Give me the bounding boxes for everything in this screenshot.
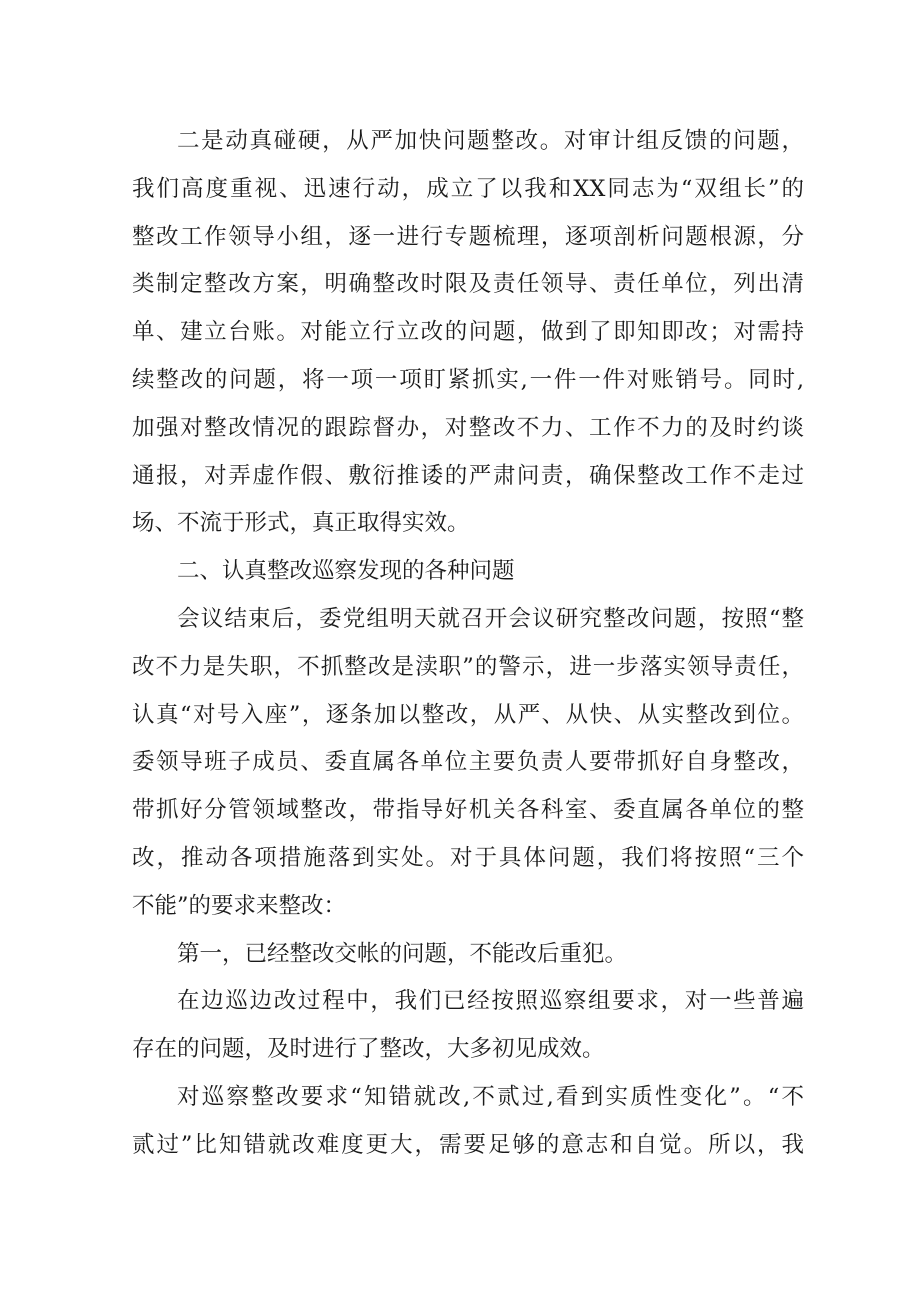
- text-line: 通报，对弄虚作假、敷衍推诿的严肃问责，确保整改工作不走过: [132, 462, 804, 489]
- text-line: 第一，已经整改交帐的问题，不能改后重犯。: [177, 940, 628, 967]
- text-line: 在边巡边改过程中，我们已经按照巡察组要求，对一些普遍: [177, 988, 804, 1015]
- text-line: 改，推动各项措施落到实处。对于具体问题，我们将按照“三个: [132, 844, 804, 871]
- text-line: 场、不流于形式，真正取得实效。: [132, 510, 470, 537]
- paragraph: [132, 596, 804, 931]
- paragraph: [132, 118, 804, 548]
- document-body: [132, 118, 804, 1170]
- text-line: 二是动真碰硬，从严加快问题整改。对审计组反馈的问题，: [177, 128, 804, 154]
- text-line: 续整改的问题，将一项一项盯紧抓实,一件一件对账销号。同时,: [132, 366, 804, 393]
- text-line: 贰过”比知错就改难度更大，需要足够的意志和自觉。所以，我: [132, 1131, 804, 1158]
- paragraph: [132, 1074, 804, 1170]
- text-line: 委领导班子成员、委直属各单位主要负责人要带抓好自身整改，: [132, 749, 804, 776]
- section-heading: [132, 548, 804, 596]
- paragraph: [132, 978, 804, 1074]
- text-line: 带抓好分管领域整改，带指导好机关各科室、委直属各单位的整: [132, 797, 804, 824]
- text-line: 会议结束后，委党组明天就召开会议研究整改问题，按照“整: [177, 605, 804, 632]
- text-line: 单、建立台账。对能立行立改的问题，做到了即知即改；对需持: [132, 319, 804, 346]
- text-line: 改不力是失职，不抓整改是渎职”的警示，进一步落实领导责任，: [132, 653, 804, 680]
- text-line: 二、认真整改巡察发现的各种问题: [177, 558, 515, 585]
- text-line: 加强对整改情况的跟踪督办，对整改不力、工作不力的及时约谈: [132, 414, 804, 441]
- text-line: 不能”的要求来整改：: [132, 892, 347, 919]
- text-line: 存在的问题，及时进行了整改，大多初见成效。: [132, 1036, 605, 1063]
- text-line: 整改工作领导小组，逐一进行专题梳理，逐项剖析问题根源，分: [132, 223, 804, 250]
- text-line: 类制定整改方案，明确整改时限及责任领导、责任单位，列出清: [132, 271, 804, 298]
- paragraph: [132, 931, 804, 979]
- text-line: 认真“对号入座”，逐条加以整改，从严、从快、从实整改到位。: [132, 701, 804, 728]
- text-line: 对巡察整改要求“知错就改,不贰过,看到实质性变化”。“不: [177, 1083, 804, 1110]
- text-line: 我们高度重视、迅速行动，成立了以我和XX同志为“双组长”的: [132, 175, 804, 202]
